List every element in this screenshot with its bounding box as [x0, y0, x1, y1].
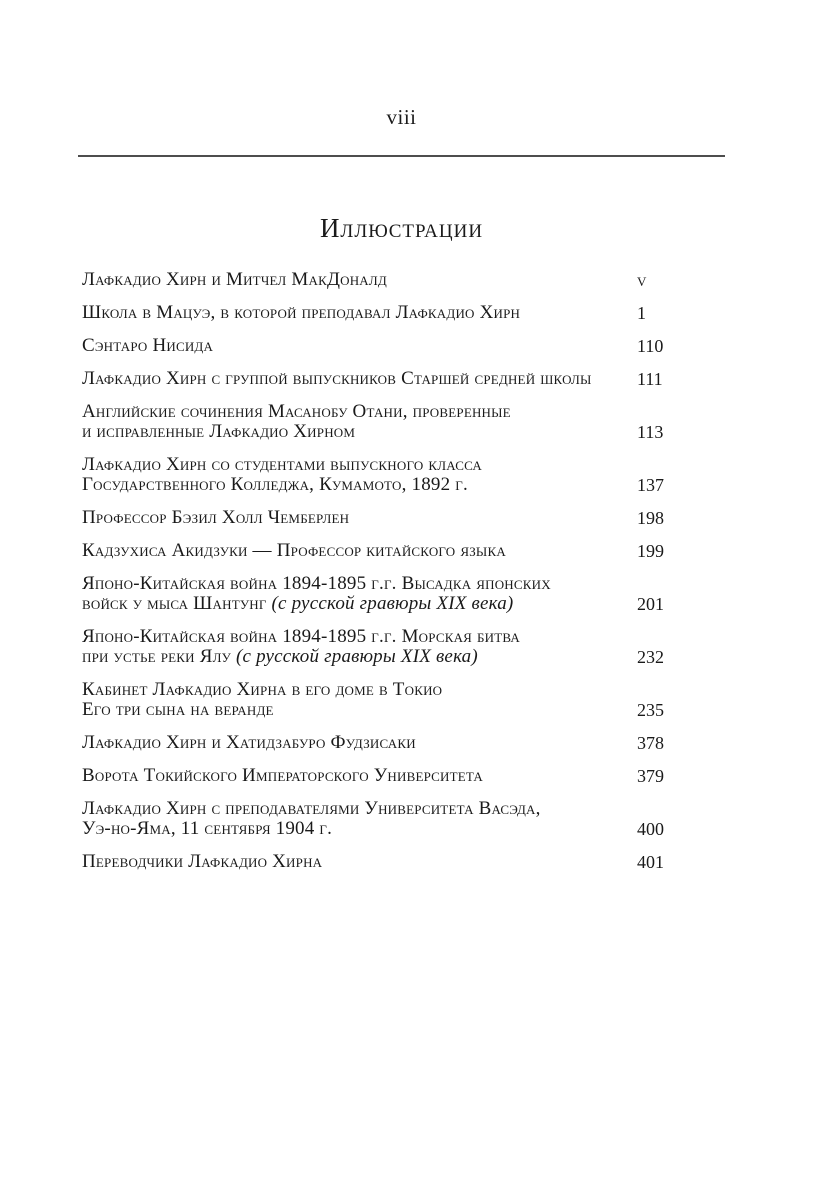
entry-title: [82, 541, 637, 561]
entry-title-line: [82, 475, 637, 495]
entry-page-number: 379: [637, 766, 664, 786]
entry-title-segment: Японо-Китайская война 1894-1895 г.г. Высадка японских: [82, 573, 551, 594]
section-title: Иллюстрации: [319, 213, 484, 243]
entry-title: [82, 336, 637, 356]
entry-title: [82, 369, 637, 389]
illustration-entry: [82, 627, 725, 667]
entry-title-segment: Профессор Бэзил Холл Чемберлен: [82, 507, 350, 528]
entry-title-line: [82, 270, 637, 290]
entry-page-number: 235: [637, 700, 664, 720]
entry-title-segment: и исправленные Лафкадио Хирном: [82, 421, 356, 442]
entry-page-number: 401: [637, 852, 664, 872]
entry-title-line: [82, 700, 637, 720]
entry-title: [82, 508, 637, 528]
entry-title-italic-segment: (с русской гравюры XIX века): [271, 593, 514, 614]
header-rule: [78, 155, 725, 157]
entry-page-number: 1: [637, 303, 646, 323]
illustration-entry: [82, 766, 725, 786]
illustration-entry: [82, 852, 725, 872]
illustration-entry: [82, 455, 725, 495]
entry-title-segment: Уэ-но-Яма, 11 сентября 1904 г.: [82, 818, 333, 839]
illustration-entry: [82, 574, 725, 614]
entry-title-line: [82, 455, 637, 475]
illustration-entry: [82, 508, 725, 528]
entry-title: [82, 766, 637, 786]
illustration-entry: [82, 733, 725, 753]
illustrations-list: [78, 270, 725, 872]
entry-page-number: 378: [637, 733, 664, 753]
entry-title-segment: Лафкадио Хирн с преподавателями Университета Васэда,: [82, 798, 541, 819]
illustration-entry: [82, 270, 725, 290]
entry-page-number: 232: [637, 647, 664, 667]
entry-title: [82, 852, 637, 872]
entry-title-segment: Лафкадио Хирн и Митчел МакДоналд: [82, 269, 387, 290]
entry-title-line: [82, 627, 637, 647]
entry-title-segment: Японо-Китайская война 1894-1895 г.г. Морская битва: [82, 626, 521, 647]
entry-title: [82, 627, 637, 667]
entry-title-line: [82, 508, 637, 528]
entry-title-segment: Лафкадио Хирн и Хатидзабуро Фудзисаки: [82, 732, 416, 753]
entry-page-number: 199: [637, 541, 664, 561]
entry-title-line: [82, 766, 637, 786]
entry-title-segment: Сэнтаро Нисида: [82, 335, 214, 356]
entry-title-segment: при устье реки Ялу: [82, 646, 236, 667]
illustration-entry: [82, 303, 725, 323]
entry-page-number: 110: [637, 336, 664, 356]
entry-title: [82, 574, 637, 614]
entry-title-line: [82, 574, 637, 594]
illustration-entry: [82, 369, 725, 389]
entry-title: [82, 733, 637, 753]
entry-title-line: [82, 303, 637, 323]
illustration-entry: [82, 402, 725, 442]
entry-title-segment: Школа в Мацуэ, в которой преподавал Лафкадио Хирн: [82, 302, 521, 323]
entry-title-italic-segment: (с русской гравюры XIX века): [235, 646, 478, 667]
entry-title-line: [82, 336, 637, 356]
entry-title-segment: Государственного Колледжа, Кумамото, 1892 г.: [82, 474, 468, 495]
entry-page-number: 198: [637, 508, 664, 528]
entry-page-number: 111: [637, 369, 663, 389]
entry-title-segment: войск у мыса Шантунг: [82, 593, 272, 614]
entry-title-segment: Кадзухиса Акидзуки — Профессор китайского языка: [82, 540, 506, 561]
entry-title-segment: Лафкадио Хирн с группой выпускников Старшей средней школы: [82, 368, 592, 389]
entry-title-line: [82, 733, 637, 753]
entry-title: [82, 402, 637, 442]
entry-page-number: 400: [637, 819, 664, 839]
entry-title-segment: Его три сына на веранде: [82, 699, 274, 720]
entry-title-segment: Кабинет Лафкадио Хирна в его доме в Токио: [82, 679, 443, 700]
entry-title: [82, 270, 637, 290]
entry-title: [82, 680, 637, 720]
document-page: [78, 0, 725, 885]
entry-title-line: [82, 647, 637, 667]
entry-title-line: [82, 819, 637, 839]
entry-title: [82, 455, 637, 495]
illustration-entry: [82, 336, 725, 356]
page-folio-number: viii: [386, 105, 417, 129]
entry-page-number: 137: [637, 475, 664, 495]
entry-title-segment: Ворота Токийского Императорского Университета: [82, 765, 484, 786]
entry-title-segment: Английские сочинения Масанобу Отани, проверенные: [82, 401, 511, 422]
entry-title-segment: Лафкадио Хирн со студентами выпускного класса: [82, 454, 482, 475]
illustration-entry: [82, 799, 725, 839]
entry-title-line: [82, 852, 637, 872]
entry-title: [82, 799, 637, 839]
entry-title-line: [82, 422, 637, 442]
entry-page-number: 113: [637, 422, 664, 442]
entry-title-line: [82, 680, 637, 700]
entry-title-line: [82, 541, 637, 561]
entry-title-line: [82, 369, 637, 389]
entry-title-line: [82, 799, 637, 819]
entry-title-segment: Переводчики Лафкадио Хирна: [82, 851, 323, 872]
entry-title-line: [82, 594, 637, 614]
entry-page-number: v: [637, 270, 647, 290]
entry-title-line: [82, 402, 637, 422]
illustration-entry: [82, 541, 725, 561]
entry-page-number: 201: [637, 594, 664, 614]
entry-title: [82, 303, 637, 323]
illustration-entry: [82, 680, 725, 720]
